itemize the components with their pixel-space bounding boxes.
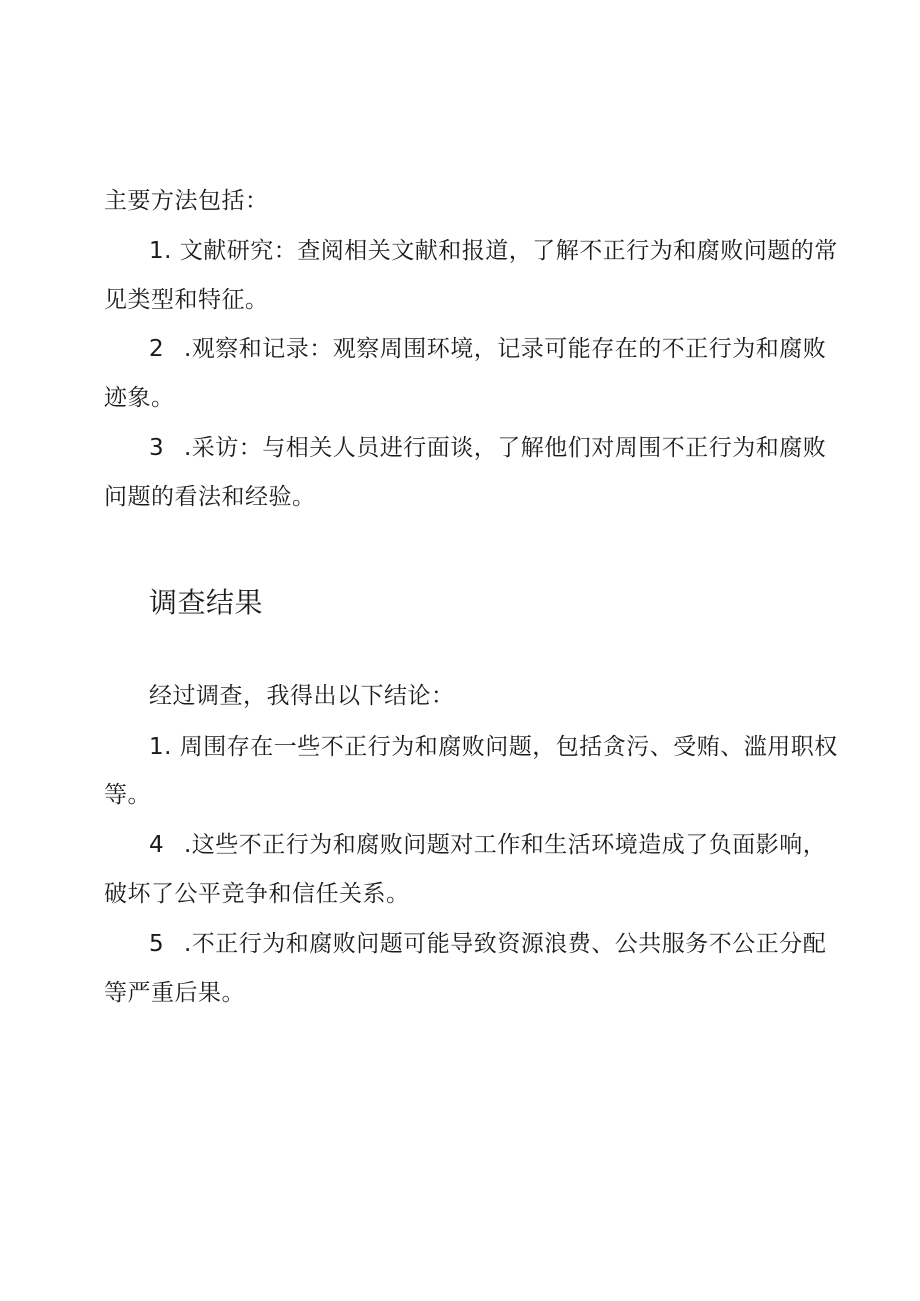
method-item-text: .观察和记录：观察周围环境，记录可能存在的不正行为和腐败 (183, 336, 827, 362)
result-item-text: .这些不正行为和腐败问题对工作和生活环境造成了负面影响， (183, 832, 827, 858)
results-intro: 经过调查，我得出以下结论： (149, 683, 455, 709)
result-item-line1 (149, 929, 826, 959)
result-item-line2: 破坏了公平竞争和信任关系。 (104, 881, 410, 907)
method-item-number: 3 (149, 435, 165, 461)
method-item-line1 (149, 334, 826, 364)
method-item-line2: 迹象。 (104, 385, 175, 411)
method-item-number: 1. (149, 238, 172, 264)
result-item-number: 4 (149, 832, 165, 858)
result-item-line2: 等。 (104, 782, 151, 808)
result-item-number: 5 (149, 931, 165, 957)
method-item-line2: 见类型和特征。 (104, 287, 269, 313)
method-item-line1 (149, 236, 838, 266)
method-item-line1 (149, 433, 826, 463)
result-item-text: 周围存在一些不正行为和腐败问题，包括贪污、受贿、滥用职权 (179, 734, 838, 760)
method-item-text: .采访：与相关人员进行面谈，了解他们对周围不正行为和腐败 (183, 435, 827, 461)
method-item-number: 2 (149, 336, 165, 362)
result-item-line1 (149, 830, 826, 860)
methods-intro: 主要方法包括： (104, 188, 269, 214)
method-item-text: 文献研究：查阅相关文献和报道，了解不正行为和腐败问题的常 (179, 238, 838, 264)
section-heading: 调查结果 (149, 586, 264, 619)
result-item-number: 1. (149, 734, 172, 760)
result-item-text: .不正行为和腐败问题可能导致资源浪费、公共服务不公正分配 (183, 931, 827, 957)
result-item-line1 (149, 732, 838, 762)
method-item-line2: 问题的看法和经验。 (104, 484, 316, 510)
result-item-line2: 等严重后果。 (104, 980, 245, 1006)
